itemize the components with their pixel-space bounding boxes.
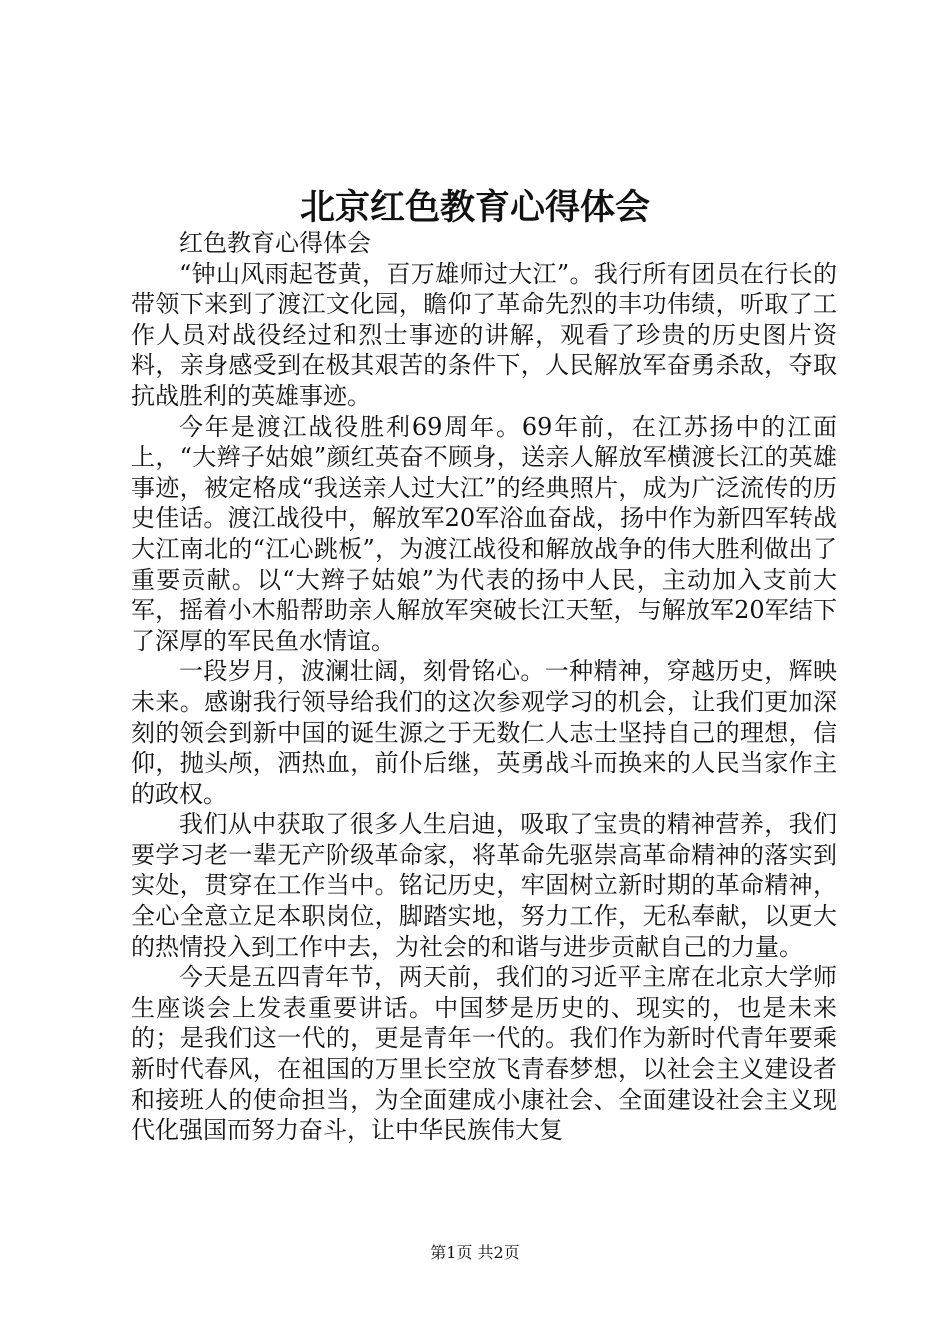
paragraph-3: 一段岁月，波澜壮阔，刻骨铭心。一种精神，穿越历史，辉映未来。感谢我行领导给我们的这次参观学习的机会，让我们更加深刻的领会到新中国的诞生源之于无数仁人志士坚持自己的理想，信仰，抛头颅，洒热血，前仆后继，英勇战斗而换来的人民当家作主的政权。 <box>131 657 837 808</box>
document-body <box>131 228 837 1146</box>
paragraph-4: 我们从中获取了很多人生启迪，吸取了宝贵的精神营养，我们要学习老一辈无产阶级革命家，将革命先驱崇高革命精神的落实到实处，贯穿在工作当中。铭记历史，牢固树立新时期的革命精神，全心全意立足本职岗位，脚踏实地，努力工作，无私奉献，以更大的热情投入到工作中去，为社会的和谐与进步贡献自己的力量。 <box>131 810 837 961</box>
paragraph-1: “钟山风雨起苍黄，百万雄师过大江”。我行所有团员在行长的带领下来到了渡江文化园，瞻仰了革命先烈的丰功伟绩，听取了工作人员对战役经过和烈士事迹的讲解，观看了珍贵的历史图片资料，亲身感受到在极其艰苦的条件下，人民解放军奋勇杀敌，夺取抗战胜利的英雄事迹。 <box>131 259 837 410</box>
paragraph-2: 今年是渡江战役胜利69周年。69年前，在江苏扬中的江面上，“大辫子姑娘”颜红英奋不顾身，送亲人解放军横渡长江的英雄事迹，被定格成“我送亲人过大江”的经典照片，成为广泛流传的历史佳话。渡江战役中，解放军20军浴血奋战，扬中作为新四军转战大江南北的“江心跳板”，为渡江战役和解放战争的伟大胜利做出了重要贡献。以“大辫子姑娘”为代表的扬中人民，主动加入支前大军，摇着小木船帮助亲人解放军突破长江天堑，与解放军20军结下了深厚的军民鱼水情谊。 <box>131 412 837 655</box>
document-title: 北京红色教育心得体会 <box>299 188 650 228</box>
page-number-footer: 第1页 共2页 <box>430 1243 520 1262</box>
paragraph-5: 今天是五四青年节，两天前，我们的习近平主席在北京大学师生座谈会上发表重要讲话。中国梦是历史的、现实的，也是未来的；是我们这一代的，更是青年一代的。我们作为新时代青年要乘新时代春风，在祖国的万里长空放飞青春梦想，以社会主义建设者和接班人的使命担当，为全面建成小康社会、全面建设社会主义现代化强国而努力奋斗，让中华民族伟大复 <box>131 963 837 1145</box>
document-subtitle: 红色教育心得体会 <box>179 229 371 257</box>
